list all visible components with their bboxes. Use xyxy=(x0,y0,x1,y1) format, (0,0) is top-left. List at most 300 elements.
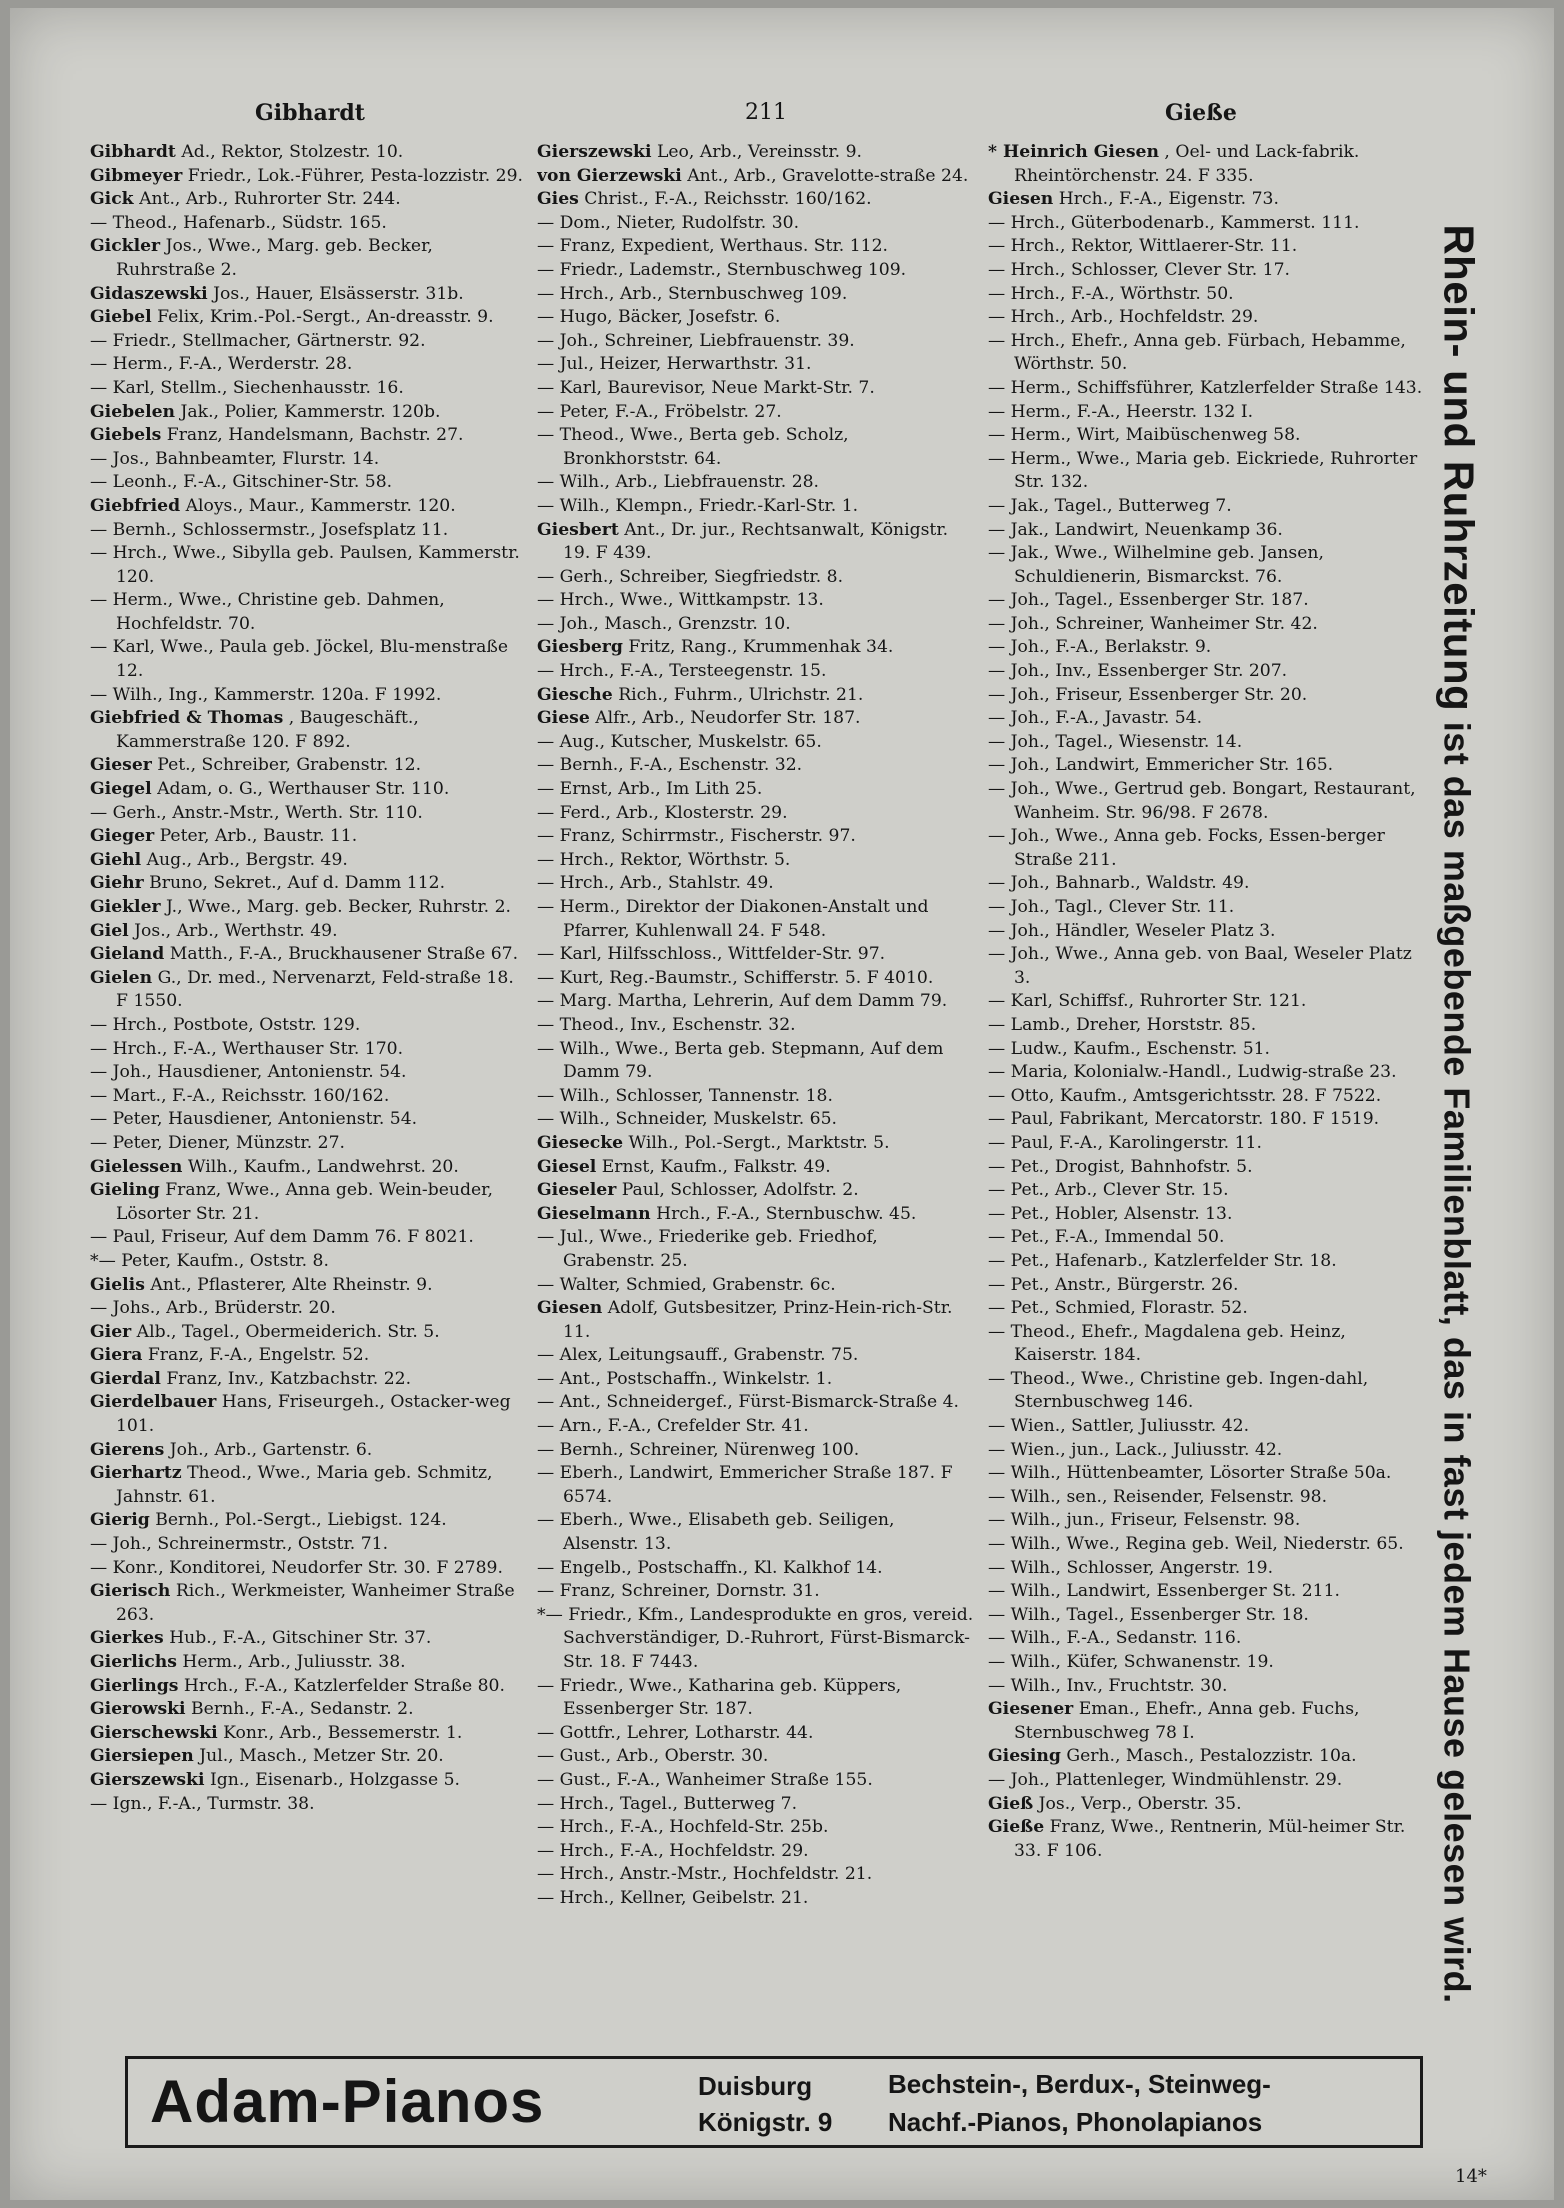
entry-text: — Eberh., Wwe., Elisabeth geb. Seiligen, Alsenstr. 13. xyxy=(537,1510,895,1555)
entry-text: — Joh., Schreiner, Wanheimer Str. 42. xyxy=(988,613,1318,634)
entry-text: — Wilh., Arb., Liebfrauenstr. 28. xyxy=(537,472,820,493)
directory-entry xyxy=(537,684,975,708)
directory-entry xyxy=(537,1132,975,1156)
entry-text: — Arn., F.-A., Crefelder Str. 41. xyxy=(537,1416,809,1437)
directory-entry xyxy=(537,1604,975,1675)
entry-text: — Alex, Leitungsauff., Grabenstr. 75. xyxy=(537,1345,859,1366)
directory-entry xyxy=(988,448,1426,495)
entry-name: Giel xyxy=(90,920,129,941)
entry-text: — Theod., Wwe., Christine geb. Ingen-dahl, Sternbuschweg 146. xyxy=(988,1368,1369,1413)
directory-entry xyxy=(988,1250,1426,1274)
directory-entry xyxy=(988,684,1426,708)
entry-text: — Pet., Drogist, Bahnhofstr. 5. xyxy=(988,1156,1253,1177)
entry-text: — Joh., Wwe., Gertrud geb. Bongart, Restaurant, Wanheim. Str. 96/98. F 2678. xyxy=(988,779,1416,823)
directory-entry xyxy=(90,377,528,401)
entry-text: Wilh., Kaufm., Landwehrst. 20. xyxy=(187,1156,459,1177)
entry-text: — Hrch., Güterbodenarb., Kammerst. 111. xyxy=(988,212,1360,233)
directory-entry xyxy=(90,1297,528,1321)
entry-text: — Herm., Wwe., Christine geb. Dahmen, Hochfeldstr. 70. xyxy=(90,590,445,634)
directory-entry xyxy=(988,519,1426,543)
directory-entry xyxy=(988,1675,1426,1699)
directory-entry xyxy=(537,188,975,212)
entry-text: Leo, Arb., Vereinsstr. 9. xyxy=(656,142,862,162)
directory-entry xyxy=(988,1439,1426,1463)
directory-entry xyxy=(537,1439,975,1463)
entry-text: — Hrch., Postbote, Oststr. 129. xyxy=(90,1014,361,1035)
entry-text: — Eberh., Landwirt, Emmericher Straße 187. F 6574. xyxy=(537,1463,953,1507)
entry-text: — Wilh., Tagel., Essenberger Str. 18. xyxy=(988,1604,1309,1625)
directory-entry xyxy=(537,1391,975,1415)
directory-entry xyxy=(537,165,975,189)
directory-entry xyxy=(988,1085,1426,1109)
entry-name: Giekler xyxy=(90,897,161,917)
entry-text: — Konr., Konditorei, Neudorfer Str. 30. F 2789. xyxy=(90,1557,503,1578)
entry-text: — Wilh., Ing., Kammerstr. 120a. F 1992. xyxy=(90,684,442,705)
entry-text: Hub., F.-A., Gitschiner Str. 37. xyxy=(169,1628,432,1649)
entry-name: Giegel xyxy=(90,779,152,800)
entry-text: Jul., Masch., Metzer Str. 20. xyxy=(199,1746,444,1767)
entry-text: — Bernh., Schreiner, Nürenweg 100. xyxy=(537,1439,860,1460)
directory-entry xyxy=(90,1179,528,1226)
directory-entry xyxy=(988,613,1426,637)
entry-text: — Hrch., Rektor, Wittlaerer-Str. 11. xyxy=(988,236,1298,257)
entry-text: — Theod., Ehefr., Magdalena geb. Heinz, Kaiserstr. 184. xyxy=(988,1321,1346,1366)
entry-text: — Theod., Hafenarb., Südstr. 165. xyxy=(90,212,387,233)
entry-name: Gielis xyxy=(90,1274,145,1295)
directory-entry xyxy=(537,825,975,849)
directory-entry xyxy=(537,1038,975,1085)
entry-text: — Ant., Schneidergef., Fürst-Bismarck-Straße 4. xyxy=(537,1392,959,1413)
entry-text: — Theod., Inv., Eschenstr. 32. xyxy=(537,1014,796,1035)
entry-text: — Peter, Hausdiener, Antonienstr. 54. xyxy=(90,1109,418,1130)
directory-entry xyxy=(537,1415,975,1439)
entry-text: — Herm., Direktor der Diakonen-Anstalt und Pfarrer, Kuhlenwall 24. F 548. xyxy=(537,897,929,941)
directory-entry xyxy=(537,519,975,566)
directory-entry xyxy=(537,660,975,684)
entry-name: Giebelen xyxy=(90,401,176,422)
directory-entry xyxy=(90,589,528,636)
directory-entry xyxy=(988,1793,1426,1817)
entry-name: Gierig xyxy=(90,1510,150,1531)
entry-name: Gieland xyxy=(90,944,165,965)
entry-name: Giese xyxy=(537,708,590,729)
entry-text: — Friedr., Stellmacher, Gärtnerstr. 92. xyxy=(90,330,426,351)
ad-street: Königstr. 9 xyxy=(698,2107,833,2137)
directory-entry xyxy=(90,1769,528,1793)
directory-entry xyxy=(988,1179,1426,1203)
entry-name: Giesener xyxy=(988,1699,1074,1720)
directory-entry xyxy=(988,212,1426,236)
entry-text: — Wilh., Schneider, Muskelstr. 65. xyxy=(537,1109,837,1130)
directory-entry xyxy=(988,707,1426,731)
entry-text: — Hrch., Arb., Hochfeldstr. 29. xyxy=(988,307,1259,328)
entry-text: — Hrch., Arb., Stahlstr. 49. xyxy=(537,873,774,894)
entry-text: — Pet., F.-A., Immendal 50. xyxy=(988,1227,1225,1248)
entry-text: Paul, Schlosser, Adolfstr. 2. xyxy=(621,1180,859,1201)
directory-entry xyxy=(537,754,975,778)
entry-text: — Friedr., Lademstr., Sternbuschweg 109. xyxy=(537,259,907,280)
entry-name: Gierschewski xyxy=(90,1722,218,1743)
entry-name: Giebels xyxy=(90,425,162,446)
entry-text: *— Friedr., Kfm., Landesprodukte en gros, vereid. Sachverständiger, D.-Ruhrort, Fürst-Bismarck-Str. 18. F 7443. xyxy=(537,1604,974,1672)
entry-text: — Wien., Sattler, Juliusstr. 42. xyxy=(988,1416,1250,1437)
directory-entry xyxy=(537,778,975,802)
entry-text: Ign., Eisenarb., Holzgasse 5. xyxy=(209,1769,460,1790)
directory-entry xyxy=(90,636,528,683)
directory-entry xyxy=(988,1816,1426,1863)
entry-text: — Gerh., Anstr.-Mstr., Werth. Str. 110. xyxy=(90,802,423,823)
directory-entry xyxy=(90,849,528,873)
directory-entry xyxy=(537,1722,975,1746)
directory-entry xyxy=(988,1509,1426,1533)
entry-text: Alfr., Arb., Neudorfer Str. 187. xyxy=(595,708,861,729)
directory-entry xyxy=(988,1698,1426,1745)
entry-name: Gieser xyxy=(90,755,152,776)
entry-text: — Hrch., Schlosser, Clever Str. 17. xyxy=(988,259,1290,280)
entry-text: — Wilh., Küfer, Schwanenstr. 19. xyxy=(988,1652,1274,1672)
entry-text: Franz, Wwe., Rentnerin, Mül-heimer Str. 33. F 106. xyxy=(1014,1817,1406,1861)
directory-entry xyxy=(988,990,1426,1014)
directory-entry xyxy=(537,1580,975,1604)
directory-entry xyxy=(90,1745,528,1769)
directory-entry xyxy=(988,1274,1426,1298)
directory-entry xyxy=(988,1769,1426,1793)
entry-text: — Herm., Wirt, Maibüschenweg 58. xyxy=(988,425,1301,446)
entry-text: *— Peter, Kaufm., Oststr. 8. xyxy=(90,1250,329,1271)
directory-entry xyxy=(537,1793,975,1817)
entry-name: Gieß xyxy=(988,1793,1034,1814)
entry-text: — Wilh., F.-A., Sedanstr. 116. xyxy=(988,1628,1242,1649)
directory-entry xyxy=(537,872,975,896)
entry-text: — Joh., F.-A., Berlakstr. 9. xyxy=(988,637,1212,658)
entry-text: — Karl, Wwe., Paula geb. Jöckel, Blu-menstraße 12. xyxy=(90,637,508,682)
entry-name: Giebfried & Thomas xyxy=(90,708,284,729)
entry-text: — Joh., Tagl., Clever Str. 11. xyxy=(988,897,1235,917)
entry-text: Ant., Dr. jur., Rechtsanwalt, Königstr. 19. F 439. xyxy=(563,519,949,564)
entry-name: * Heinrich Giesen xyxy=(988,142,1159,162)
entry-text: — Ign., F.-A., Turmstr. 38. xyxy=(90,1793,315,1814)
entry-text: Ant., Pflasterer, Alte Rheinstr. 9. xyxy=(150,1274,433,1295)
directory-entry xyxy=(90,1439,528,1463)
entry-text: — Wilh., Hüttenbeamter, Lösorter Straße 50a. xyxy=(988,1463,1392,1484)
entry-text: — Joh., Wwe., Anna geb. von Baal, Weseler Platz 3. xyxy=(988,944,1412,988)
entry-text: — Hrch., Ehefr., Anna geb. Fürbach, Hebamme, Wörthstr. 50. xyxy=(988,330,1406,375)
entry-name: von Gierzewski xyxy=(537,165,682,186)
entry-name: Giesen xyxy=(537,1298,603,1319)
directory-entry xyxy=(90,1627,528,1651)
side-advertisement xyxy=(1420,116,1498,2111)
entry-text: Wilh., Pol.-Sergt., Marktstr. 5. xyxy=(628,1132,890,1153)
directory-entry xyxy=(537,141,975,165)
entry-text: Ernst, Kaufm., Falkstr. 49. xyxy=(601,1156,831,1177)
directory-entry xyxy=(90,1061,528,1085)
directory-entry xyxy=(537,849,975,873)
directory-entry xyxy=(90,1651,528,1675)
directory-entry xyxy=(537,1769,975,1793)
directory-entry xyxy=(988,920,1426,944)
directory-entry xyxy=(90,542,528,589)
directory-entry xyxy=(988,188,1426,212)
entry-text: — Ferd., Arb., Klosterstr. 29. xyxy=(537,802,788,823)
entry-text: — Wilh., Schlosser, Tannenstr. 18. xyxy=(537,1085,833,1106)
entry-text: Konr., Arb., Bessemerstr. 1. xyxy=(223,1722,463,1743)
directory-entry xyxy=(988,896,1426,920)
entry-name: Giesche xyxy=(537,684,613,705)
directory-entry xyxy=(90,754,528,778)
entry-text: — Herm., Schiffsführer, Katzlerfelder Straße 143. xyxy=(988,377,1423,398)
directory-column-3 xyxy=(988,141,1426,2041)
ad-line-2: Nachf.-Pianos, Phonolapianos xyxy=(888,2107,1263,2137)
entry-name: Gierszewski xyxy=(537,142,652,162)
directory-entry xyxy=(537,235,975,259)
entry-text: Alb., Tagel., Obermeiderich. Str. 5. xyxy=(136,1321,440,1342)
entry-name: Giebfried xyxy=(90,495,181,516)
directory-entry xyxy=(988,1108,1426,1132)
directory-entry xyxy=(537,424,975,471)
directory-entry xyxy=(537,212,975,236)
directory-entry xyxy=(988,1651,1426,1675)
entry-text: — Joh., Händler, Weseler Platz 3. xyxy=(988,920,1276,941)
directory-entry xyxy=(90,330,528,354)
entry-text: Franz, F.-A., Engelstr. 52. xyxy=(147,1345,370,1366)
directory-entry xyxy=(90,1226,528,1250)
entry-text: — Pet., Arb., Clever Str. 15. xyxy=(988,1180,1229,1201)
entry-text: — Hugo, Bäcker, Josefstr. 6. xyxy=(537,307,781,328)
directory-entry xyxy=(988,1014,1426,1038)
directory-entry xyxy=(988,401,1426,425)
entry-name: Gieße xyxy=(988,1817,1045,1838)
entry-text: Herm., Arb., Juliusstr. 38. xyxy=(182,1652,406,1672)
entry-text: Ant., Arb., Ruhrorter Str. 244. xyxy=(139,189,401,210)
entry-text: Jos., Verp., Oberstr. 35. xyxy=(1038,1793,1242,1814)
entry-text: Bernh., Pol.-Sergt., Liebigst. 124. xyxy=(155,1510,447,1531)
entry-name: Gies xyxy=(537,189,579,210)
entry-text: — Jak., Tagel., Butterweg 7. xyxy=(988,495,1232,516)
entry-text: Aloys., Maur., Kammerstr. 120. xyxy=(185,495,456,516)
directory-entry xyxy=(90,212,528,236)
directory-entry xyxy=(90,1580,528,1627)
directory-entry xyxy=(988,1627,1426,1651)
entry-text: — Hrch., Tagel., Butterweg 7. xyxy=(537,1793,798,1814)
entry-text: Bernh., F.-A., Sedanstr. 2. xyxy=(191,1699,414,1720)
entry-text: — Franz, Schreiner, Dornstr. 31. xyxy=(537,1581,820,1602)
entry-text: — Wilh., Klempn., Friedr.-Karl-Str. 1. xyxy=(537,495,859,516)
directory-entry xyxy=(988,1038,1426,1062)
directory-entry xyxy=(537,707,975,731)
entry-text: Adam, o. G., Werthauser Str. 110. xyxy=(157,779,450,800)
entry-text: — Hrch., F.-A., Hochfeld-Str. 25b. xyxy=(537,1817,829,1838)
entry-text: Felix, Krim.-Pol.-Sergt., An-dreasstr. 9. xyxy=(157,307,494,328)
entry-name: Gierisch xyxy=(90,1581,171,1602)
directory-entry xyxy=(988,1156,1426,1180)
directory-entry xyxy=(537,566,975,590)
directory-entry xyxy=(90,235,528,282)
entry-name: Gibmeyer xyxy=(90,165,183,186)
entry-name: Gierlichs xyxy=(90,1652,177,1672)
directory-entry xyxy=(537,353,975,377)
directory-entry xyxy=(90,188,528,212)
directory-entry xyxy=(537,283,975,307)
directory-entry xyxy=(90,967,528,1014)
page-header xyxy=(10,100,1554,140)
directory-entry xyxy=(90,1793,528,1817)
entry-text: — Karl, Baurevisor, Neue Markt-Str. 7. xyxy=(537,377,875,398)
directory-entry xyxy=(988,1368,1426,1415)
entry-text: Pet., Schreiber, Grabenstr. 12. xyxy=(157,755,422,776)
directory-entry xyxy=(90,1132,528,1156)
entry-text: — Walter, Schmied, Grabenstr. 6c. xyxy=(537,1274,836,1295)
header-right-keyword: Gieße xyxy=(1165,100,1237,126)
entry-text: — Joh., Schreinermstr., Oststr. 71. xyxy=(90,1534,389,1555)
entry-name: Giehr xyxy=(90,873,144,894)
directory-entry xyxy=(537,896,975,943)
entry-text: — Engelb., Postschaffn., Kl. Kalkhof 14. xyxy=(537,1557,883,1578)
entry-text: — Joh., Tagel., Wiesenstr. 14. xyxy=(988,731,1243,752)
entry-name: Gierdelbauer xyxy=(90,1392,217,1413)
directory-entry xyxy=(988,825,1426,872)
side-ad-emphasis: Rhein- und Ruhrzeitung xyxy=(1436,223,1483,711)
entry-text: — Maria, Kolonialw.-Handl., Ludwig-straße 23. xyxy=(988,1062,1397,1083)
entry-text: Friedr., Lok.-Führer, Pesta-lozzistr. 29. xyxy=(187,165,523,186)
entry-text: — Otto, Kaufm., Amtsgerichtsstr. 28. F 7522. xyxy=(988,1085,1382,1106)
directory-entry xyxy=(988,330,1426,377)
entry-text: Jos., Wwe., Marg. geb. Becker, Ruhrstraße 2. xyxy=(116,236,433,280)
entry-name: Giesing xyxy=(988,1746,1061,1767)
entry-text: — Franz, Schirrmstr., Fischerstr. 97. xyxy=(537,826,856,847)
entry-text: — Joh., Masch., Grenzstr. 10. xyxy=(537,613,791,634)
entry-name: Gielessen xyxy=(90,1156,183,1177)
entry-text: Theod., Wwe., Maria geb. Schmitz, Jahnstr. 61. xyxy=(116,1463,493,1507)
entry-text: Eman., Ehefr., Anna geb. Fuchs, Sternbuschweg 78 I. xyxy=(1014,1699,1360,1743)
directory-entry xyxy=(90,1722,528,1746)
directory-entry xyxy=(988,1557,1426,1581)
entry-text: — Gust., Arb., Oberstr. 30. xyxy=(537,1746,769,1767)
entry-text: — Franz, Expedient, Werthaus. Str. 112. xyxy=(537,236,888,257)
side-ad-text xyxy=(1435,224,1483,2003)
directory-entry xyxy=(90,424,528,448)
directory-entry xyxy=(988,943,1426,990)
entry-text: — Karl, Hilfsschloss., Wittfelder-Str. 97. xyxy=(537,944,886,965)
entry-text: — Hrch., Wwe., Sibylla geb. Paulsen, Kammerstr. 120. xyxy=(90,543,520,587)
entry-text: — Karl, Stellm., Siechenhausstr. 16. xyxy=(90,377,404,398)
directory-entry xyxy=(90,165,528,189)
directory-entry xyxy=(90,1509,528,1533)
entry-text: — Gust., F.-A., Wanheimer Straße 155. xyxy=(537,1769,873,1790)
entry-text: — Joh., Bahnarb., Waldstr. 49. xyxy=(988,873,1250,894)
entry-text: — Hrch., Arb., Sternbuschweg 109. xyxy=(537,283,848,304)
directory-entry xyxy=(537,967,975,991)
entry-text: Aug., Arb., Bergstr. 49. xyxy=(146,849,348,870)
directory-entry xyxy=(988,872,1426,896)
directory-entry xyxy=(988,1580,1426,1604)
entry-name: Gierdal xyxy=(90,1368,161,1389)
entry-text: — Lamb., Dreher, Horststr. 85. xyxy=(988,1014,1257,1035)
directory-entry xyxy=(988,259,1426,283)
entry-name: Giehl xyxy=(90,849,142,870)
entry-text: Hrch., F.-A., Katzlerfelder Straße 80. xyxy=(183,1675,505,1696)
directory-entry xyxy=(537,1085,975,1109)
entry-name: Giesen xyxy=(988,189,1054,210)
entry-text: — Jak., Landwirt, Neuenkamp 36. xyxy=(988,519,1283,540)
directory-entry xyxy=(90,283,528,307)
directory-entry xyxy=(537,1297,975,1344)
entry-text: — Jul., Heizer, Herwarthstr. 31. xyxy=(537,354,812,375)
entry-text: — Theod., Wwe., Berta geb. Scholz, Bronkhorststr. 64. xyxy=(537,425,849,469)
entry-text: — Hrch., F.-A., Tersteegenstr. 15. xyxy=(537,661,827,682)
directory-entry xyxy=(537,401,975,425)
directory-entry xyxy=(537,1156,975,1180)
entry-name: Giera xyxy=(90,1345,143,1366)
entry-text: — Paul, F.-A., Karolingerstr. 11. xyxy=(988,1132,1262,1153)
directory-entry xyxy=(537,1816,975,1840)
directory-entry xyxy=(90,1344,528,1368)
directory-entry xyxy=(988,1745,1426,1769)
entry-text: — Bernh., F.-A., Eschenstr. 32. xyxy=(537,755,803,776)
directory-column-1 xyxy=(90,141,528,2041)
entry-text: — Wilh., jun., Friseur, Felsenstr. 98. xyxy=(988,1510,1301,1531)
directory-entry xyxy=(537,259,975,283)
directory-entry xyxy=(90,872,528,896)
entry-text: — Herm., F.-A., Heerstr. 132 I. xyxy=(988,401,1254,422)
entry-text: — Ernst, Arb., Im Lith 25. xyxy=(537,779,763,800)
entry-name: Giesecke xyxy=(537,1132,624,1153)
entry-text: — Pet., Hafenarb., Katzlerfelder Str. 18. xyxy=(988,1250,1337,1271)
directory-entry xyxy=(537,306,975,330)
entry-text: — Hrch., F.-A., Wörthstr. 50. xyxy=(988,283,1234,304)
entry-text: — Leonh., F.-A., Gitschiner-Str. 58. xyxy=(90,472,393,493)
entry-text: Jos., Arb., Werthstr. 49. xyxy=(134,920,338,941)
entry-name: Gierens xyxy=(90,1439,165,1460)
entry-text: — Hrch., Anstr.-Mstr., Hochfeldstr. 21. xyxy=(537,1864,873,1885)
directory-entry xyxy=(537,471,975,495)
entry-text: , Oel- und Lack-fabrik. Rheintörchenstr. 24. F 335. xyxy=(1014,142,1360,186)
entry-name: Giebel xyxy=(90,307,152,328)
directory-column-2 xyxy=(537,141,975,2041)
entry-name: Gidaszewski xyxy=(90,283,208,304)
directory-entry xyxy=(537,1368,975,1392)
directory-entry xyxy=(90,353,528,377)
directory-entry xyxy=(988,778,1426,825)
directory-entry xyxy=(537,1226,975,1273)
directory-entry xyxy=(537,613,975,637)
directory-entry xyxy=(90,1368,528,1392)
directory-entry xyxy=(988,377,1426,401)
ad-brand: Adam-Pianos xyxy=(150,2068,545,2135)
entry-text: — Paul, Friseur, Auf dem Damm 76. F 8021. xyxy=(90,1227,474,1248)
entry-text: Bruno, Sekret., Auf d. Damm 112. xyxy=(149,873,446,894)
directory-entry xyxy=(90,1462,528,1509)
entry-text: — Johs., Arb., Brüderstr. 20. xyxy=(90,1298,336,1319)
entry-text: — Gerh., Schreiber, Siegfriedstr. 8. xyxy=(537,566,844,587)
directory-entry xyxy=(988,1061,1426,1085)
directory-entry xyxy=(537,1509,975,1556)
entry-text: — Gottfr., Lehrer, Lotharstr. 44. xyxy=(537,1722,814,1743)
entry-text: — Dom., Nieter, Rudolfstr. 30. xyxy=(537,212,800,233)
entry-text: — Joh., Inv., Essenberger Str. 207. xyxy=(988,661,1288,682)
directory-entry xyxy=(988,1226,1426,1250)
directory-entry xyxy=(988,660,1426,684)
directory-entry xyxy=(90,920,528,944)
entry-text: J., Wwe., Marg. geb. Becker, Ruhrstr. 2. xyxy=(166,897,511,917)
directory-entry xyxy=(90,1557,528,1581)
directory-entry xyxy=(90,825,528,849)
directory-entry xyxy=(90,802,528,826)
directory-entry xyxy=(537,1014,975,1038)
directory-entry xyxy=(90,1250,528,1274)
entry-name: Giesel xyxy=(537,1156,597,1177)
directory-entry xyxy=(988,1462,1426,1486)
entry-name: Gieling xyxy=(90,1180,160,1201)
